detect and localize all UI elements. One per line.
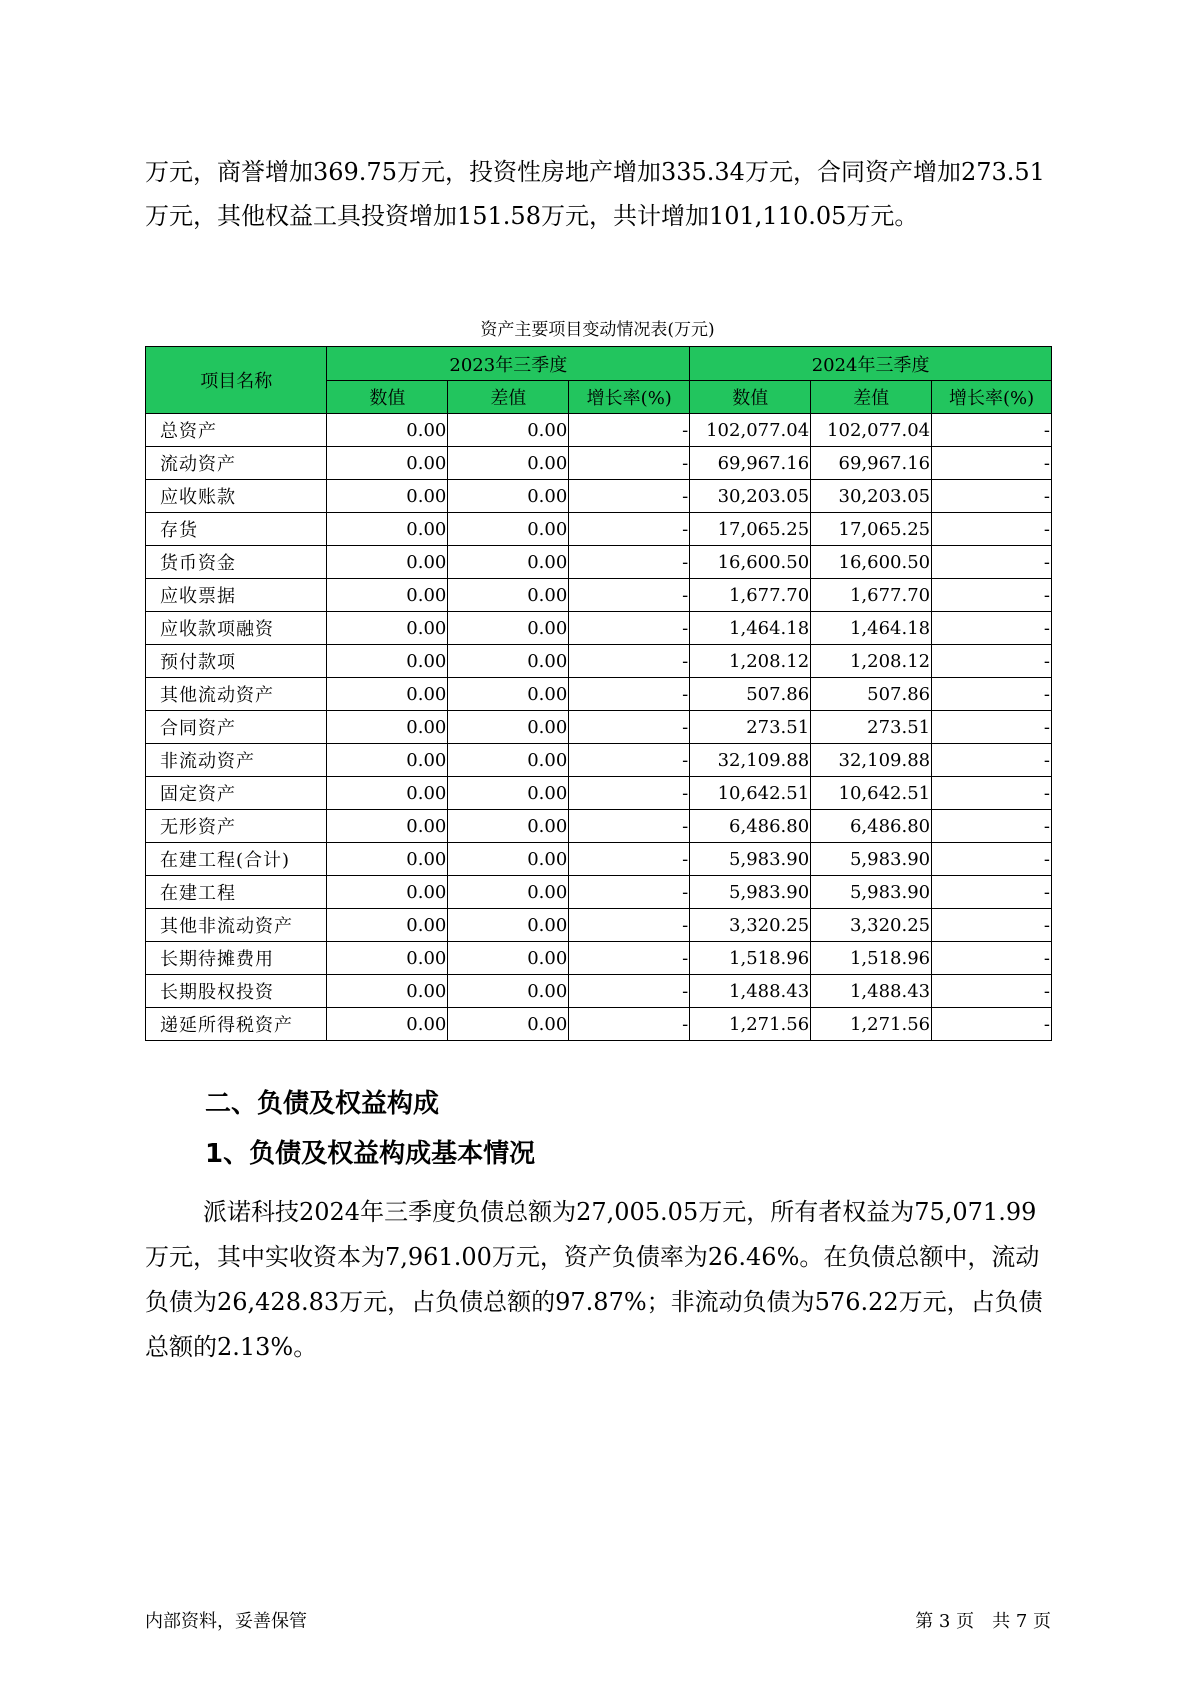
table-row	[146, 744, 1052, 777]
diff-2023: 0.00	[448, 645, 569, 678]
header-period-2023: 2023年三季度	[327, 347, 690, 381]
growth-2023: -	[569, 1008, 690, 1041]
value-2024: 1,677.70	[690, 579, 811, 612]
value-2023: 0.00	[327, 414, 448, 447]
diff-2023: 0.00	[448, 546, 569, 579]
diff-2024: 1,518.96	[811, 942, 932, 975]
growth-2024: -	[932, 975, 1052, 1008]
row-name: 非流动资产	[146, 744, 327, 777]
header-value-2024: 数值	[690, 381, 811, 414]
value-2024: 507.86	[690, 678, 811, 711]
table-row	[146, 414, 1052, 447]
body-paragraph: 派诺科技2024年三季度负债总额为27,005.05万元，所有者权益为75,071.99万元，其中实收资本为7,961.00万元，资产负债率为26.46%。在负债总额中，流动负债为26,428.83万元，占负债总额的97.87%；非流动负债为576.22万元，占负债总额的2.13%。	[145, 1198, 1043, 1361]
diff-2024: 3,320.25	[811, 909, 932, 942]
header-growth-2024: 增长率(%)	[932, 381, 1052, 414]
intro-paragraph: 万元，商誉增加369.75万元，投资性房地产增加335.34万元，合同资产增加273.51万元，其他权益工具投资增加151.58万元，共计增加101,110.05万元。	[145, 158, 1045, 230]
growth-2023: -	[569, 546, 690, 579]
diff-2023: 0.00	[448, 414, 569, 447]
table-row	[146, 909, 1052, 942]
table-row	[146, 480, 1052, 513]
value-2023: 0.00	[327, 447, 448, 480]
table-row	[146, 711, 1052, 744]
row-name: 递延所得税资产	[146, 1008, 327, 1041]
value-2024: 17,065.25	[690, 513, 811, 546]
header-item-name: 项目名称	[146, 347, 327, 414]
value-2023: 0.00	[327, 909, 448, 942]
growth-2023: -	[569, 810, 690, 843]
value-2023: 0.00	[327, 942, 448, 975]
growth-2023: -	[569, 942, 690, 975]
value-2023: 0.00	[327, 480, 448, 513]
diff-2024: 32,109.88	[811, 744, 932, 777]
table-row	[146, 447, 1052, 480]
growth-2023: -	[569, 876, 690, 909]
table-row	[146, 876, 1052, 909]
growth-2024: -	[932, 843, 1052, 876]
row-name: 其他流动资产	[146, 678, 327, 711]
growth-2023: -	[569, 579, 690, 612]
value-2024: 273.51	[690, 711, 811, 744]
growth-2023: -	[569, 612, 690, 645]
growth-2023: -	[569, 777, 690, 810]
value-2024: 10,642.51	[690, 777, 811, 810]
header-value-2023: 数值	[327, 381, 448, 414]
diff-2023: 0.00	[448, 480, 569, 513]
diff-2024: 102,077.04	[811, 414, 932, 447]
value-2024: 5,983.90	[690, 843, 811, 876]
diff-2024: 6,486.80	[811, 810, 932, 843]
footer-page-info: 第 3 页 共 7 页	[915, 1611, 1051, 1632]
growth-2024: -	[932, 546, 1052, 579]
growth-2024: -	[932, 1008, 1052, 1041]
value-2024: 1,518.96	[690, 942, 811, 975]
row-name: 合同资产	[146, 711, 327, 744]
header-growth-2023: 增长率(%)	[569, 381, 690, 414]
table-row	[146, 777, 1052, 810]
table-row	[146, 1008, 1052, 1041]
row-name: 其他非流动资产	[146, 909, 327, 942]
growth-2023: -	[569, 909, 690, 942]
row-name: 应收款项融资	[146, 612, 327, 645]
subsection-heading: 1、负债及权益构成基本情况	[205, 1139, 536, 1169]
row-name: 总资产	[146, 414, 327, 447]
value-2023: 0.00	[327, 810, 448, 843]
growth-2023: -	[569, 843, 690, 876]
diff-2024: 1,677.70	[811, 579, 932, 612]
row-name: 固定资产	[146, 777, 327, 810]
growth-2023: -	[569, 711, 690, 744]
table-row	[146, 942, 1052, 975]
diff-2023: 0.00	[448, 744, 569, 777]
growth-2024: -	[932, 711, 1052, 744]
row-name: 无形资产	[146, 810, 327, 843]
header-period-2024: 2024年三季度	[690, 347, 1052, 381]
value-2023: 0.00	[327, 744, 448, 777]
diff-2023: 0.00	[448, 612, 569, 645]
growth-2024: -	[932, 777, 1052, 810]
value-2024: 6,486.80	[690, 810, 811, 843]
value-2024: 1,271.56	[690, 1008, 811, 1041]
value-2023: 0.00	[327, 975, 448, 1008]
diff-2024: 5,983.90	[811, 876, 932, 909]
value-2023: 0.00	[327, 645, 448, 678]
growth-2024: -	[932, 579, 1052, 612]
row-name: 长期待摊费用	[146, 942, 327, 975]
growth-2023: -	[569, 744, 690, 777]
diff-2024: 507.86	[811, 678, 932, 711]
row-name: 应收账款	[146, 480, 327, 513]
diff-2023: 0.00	[448, 810, 569, 843]
value-2024: 32,109.88	[690, 744, 811, 777]
row-name: 在建工程(合计)	[146, 843, 327, 876]
value-2024: 1,208.12	[690, 645, 811, 678]
row-name: 长期股权投资	[146, 975, 327, 1008]
diff-2024: 1,208.12	[811, 645, 932, 678]
growth-2023: -	[569, 414, 690, 447]
table-row	[146, 546, 1052, 579]
value-2023: 0.00	[327, 876, 448, 909]
value-2023: 0.00	[327, 777, 448, 810]
diff-2023: 0.00	[448, 942, 569, 975]
growth-2023: -	[569, 678, 690, 711]
diff-2024: 17,065.25	[811, 513, 932, 546]
diff-2023: 0.00	[448, 711, 569, 744]
growth-2023: -	[569, 447, 690, 480]
growth-2023: -	[569, 480, 690, 513]
diff-2024: 30,203.05	[811, 480, 932, 513]
value-2023: 0.00	[327, 711, 448, 744]
diff-2024: 1,464.18	[811, 612, 932, 645]
diff-2024: 10,642.51	[811, 777, 932, 810]
diff-2023: 0.00	[448, 447, 569, 480]
header-diff-2023: 差值	[448, 381, 569, 414]
row-name: 存货	[146, 513, 327, 546]
diff-2024: 5,983.90	[811, 843, 932, 876]
value-2023: 0.00	[327, 579, 448, 612]
table-row	[146, 975, 1052, 1008]
diff-2023: 0.00	[448, 876, 569, 909]
value-2024: 1,488.43	[690, 975, 811, 1008]
value-2023: 0.00	[327, 843, 448, 876]
growth-2024: -	[932, 744, 1052, 777]
growth-2023: -	[569, 513, 690, 546]
table-row	[146, 645, 1052, 678]
section-heading: 二、负债及权益构成	[205, 1089, 440, 1119]
table-row	[146, 579, 1052, 612]
growth-2024: -	[932, 414, 1052, 447]
diff-2023: 0.00	[448, 579, 569, 612]
value-2024: 102,077.04	[690, 414, 811, 447]
value-2024: 16,600.50	[690, 546, 811, 579]
value-2023: 0.00	[327, 1008, 448, 1041]
growth-2024: -	[932, 678, 1052, 711]
growth-2024: -	[932, 645, 1052, 678]
header-diff-2024: 差值	[811, 381, 932, 414]
growth-2024: -	[932, 612, 1052, 645]
row-name: 在建工程	[146, 876, 327, 909]
growth-2023: -	[569, 975, 690, 1008]
row-name: 预付款项	[146, 645, 327, 678]
table-row	[146, 678, 1052, 711]
row-name: 流动资产	[146, 447, 327, 480]
growth-2024: -	[932, 876, 1052, 909]
diff-2023: 0.00	[448, 975, 569, 1008]
value-2023: 0.00	[327, 513, 448, 546]
footer-confidential: 内部资料，妥善保管	[145, 1611, 307, 1632]
row-name: 货币资金	[146, 546, 327, 579]
diff-2023: 0.00	[448, 1008, 569, 1041]
table-row	[146, 843, 1052, 876]
value-2024: 30,203.05	[690, 480, 811, 513]
value-2024: 3,320.25	[690, 909, 811, 942]
value-2024: 69,967.16	[690, 447, 811, 480]
growth-2024: -	[932, 480, 1052, 513]
diff-2024: 273.51	[811, 711, 932, 744]
table-row	[146, 612, 1052, 645]
value-2023: 0.00	[327, 612, 448, 645]
value-2023: 0.00	[327, 678, 448, 711]
asset-change-table	[145, 346, 1052, 1041]
value-2023: 0.00	[327, 546, 448, 579]
diff-2024: 1,271.56	[811, 1008, 932, 1041]
table-caption: 资产主要项目变动情况表(万元)	[480, 320, 715, 340]
value-2024: 5,983.90	[690, 876, 811, 909]
diff-2023: 0.00	[448, 678, 569, 711]
diff-2023: 0.00	[448, 909, 569, 942]
growth-2024: -	[932, 810, 1052, 843]
diff-2023: 0.00	[448, 843, 569, 876]
growth-2024: -	[932, 942, 1052, 975]
diff-2024: 16,600.50	[811, 546, 932, 579]
growth-2023: -	[569, 645, 690, 678]
diff-2024: 1,488.43	[811, 975, 932, 1008]
diff-2024: 69,967.16	[811, 447, 932, 480]
table-row	[146, 513, 1052, 546]
growth-2024: -	[932, 447, 1052, 480]
diff-2023: 0.00	[448, 513, 569, 546]
table-row	[146, 810, 1052, 843]
growth-2024: -	[932, 513, 1052, 546]
growth-2024: -	[932, 909, 1052, 942]
row-name: 应收票据	[146, 579, 327, 612]
value-2024: 1,464.18	[690, 612, 811, 645]
diff-2023: 0.00	[448, 777, 569, 810]
